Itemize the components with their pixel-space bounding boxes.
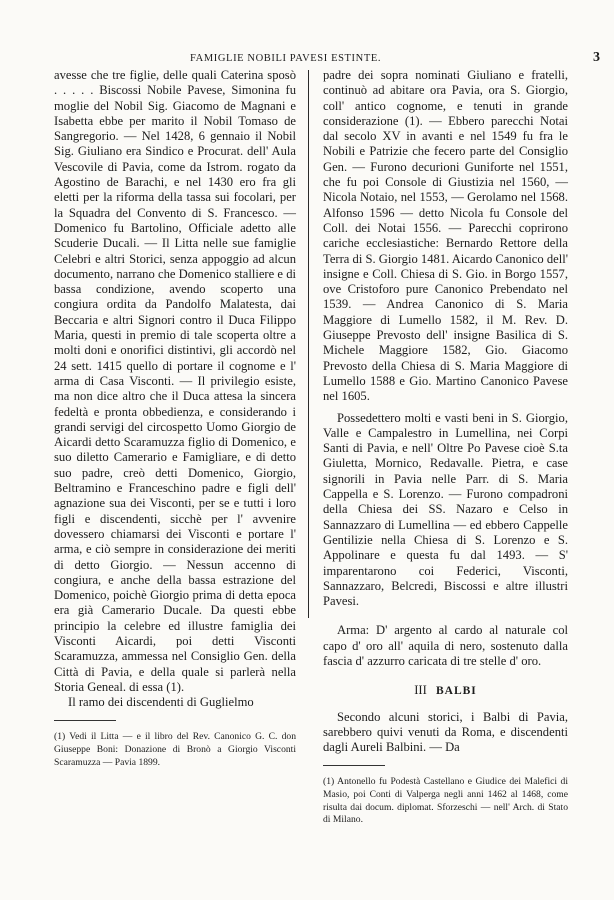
page-number: 3: [593, 50, 600, 65]
section-number: III: [414, 683, 427, 698]
left-footnote: (1) Vedi il Litta — e il libro del Rev. Canonico G. C. don Giuseppe Boni: Donazione di Bronò a Giorgio Visconti Scaramuzza — Pavia 1899.: [54, 731, 296, 768]
right-column: [323, 68, 568, 827]
footnote-rule: [54, 720, 116, 721]
coat-of-arms-description: Arma: D' argento al cardo al naturale col capo d' oro all' aquila di nero, sostenuto dalla fascia d' azzurro caricata di tre stelle d' oro.: [323, 623, 568, 668]
right-paragraph-1: padre dei sopra nominati Giuliano e fratelli, continuò ad abitare ora Pavia, ora S. Giorgio, coll' antico cognome, e tenuti in grande considerazione (1). — Ebbero parecchi Notai dal secolo XV in avanti e nel 1549 fu fra le Nobili e Patrizie che fecero parte del Consiglio Gen. — Furono decurioni Guniforte nel 1551, che fu poi Console di Giustizia nel 1560, — Nicola Notaio, nel 1553, — Gerolamo nel 1568. Alfonso 1596 — detto Nicola fu Console del Coll. dei Notai 1556. — Parecchi coprirono cariche ecclesiastiche: Bernardo Rettore della Terra di S. Giorgio 1481. Aicardo Canonico dell' insigne e Coll. Chiesa di S. Gio. in Borgo 1557, ove Cristoforo pure Canonico Prebendato nel 1539. — Andrea Canonico di S. Maria Maggiore di Lumello 1582, il M. Rev. D. Giuseppe Prevosto dell' insigne Basilica di S. Michele Maggiore 1582, Gio. Giacomo Prevosto della Chiesa di S. Maria Maggiore di Lumello 1588 e Gio. Martino Canonico Pavese nel 1605.: [323, 68, 568, 404]
left-paragraph-1: avesse che tre figlie, delle quali Caterina sposò . . . . . Biscossi Nobile Pavese, Simonina fu moglie del Nobil Sig. Giacomo de Magnani e Isabetta ebbe per marito il Nobil Tomaso de Sangregorio. — Nel 1428, 6 gennaio il Nobil Sig. Giuliano era Sindico e Procurat. dell' Aula Vescovile di Pavia, come da Istrom. rogato da Agostino de Barachi, e nel 1430 ero fra gli eletti per la riforma della tassa sui focolari, per la Squadra del Convento di S. Francesco. — Domenico fu Bartolino, Officiale adetto alle Scuderie Ducali. — Il Litta nelle sue famiglie Celebri e altri Storici, senza appoggio ad alcun documento, narrano che Domenico stalliere e di bassa condizione, avendo scoperto una congiura ordita da Pandolfo Malatesta, dai Beccaria e altri Signori contro il Duca Filippo Maria, questi in premio di tale scoperta oltre a molti doni e onorifici distintivi, gli accordò nel 24 sett. 1415 quello di portare il cognome e l' arma di Casa Visconti. — Il privilegio esiste, ma non dice altro che il Duca attesa la sincera fedeltà e pronta obbedienza, e considerando i grandi servigi del circospetto Uomo Giorgio de Aicardi detto Scaramuzza figlio di Domenico, e suo diletto Camerario e Famigliare, e di detto suo padre, creò detti Domenico, Giorgio, Beltramino e Franceschino padre e figli dell' agnazione sua dei Visconti, per se e tutti i loro figli e discendenti, sicchè per l' avvenire dovessero chiamarsi dei Visconti e portare l' arma, e ciò sempre in considerazione dei meriti di detto Giorgio. — Nessun accenno di congiura, e anche della bassa estrazione del Domenico, poichè Giorgio prima di detta epoca era già Camerario Ducale. Da questi ebbe principio la celebre ed illustre famiglia dei Visconti Aicardi, poi detti Visconti Scaramuzza, ammessa nel Consiglio Gen. della Città di Pavia, e della quale si parlerà nella Storia Geneal. di essa (1).: [54, 68, 296, 694]
left-paragraph-2: Il ramo dei discendenti di Guglielmo: [68, 695, 254, 710]
column-divider: [308, 70, 309, 618]
footnote-rule: [323, 765, 385, 766]
section-name: BALBI: [435, 685, 477, 698]
right-footnote: (1) Antonello fu Podestà Castellano e Giudice dei Malefici di Masio, poi Conti di Valperga negli anni 1462 al 1468, come risulta dai docum. diplomat. Sforzeschi — nell' Arch. di Stato di Milano.: [323, 776, 568, 826]
running-head: [40, 50, 600, 67]
right-paragraph-3: Secondo alcuni storici, i Balbi di Pavia, sarebbero quivi venuti da Roma, e discendenti dagli Aureli Balbini. — Da: [323, 709, 568, 755]
running-title: FAMIGLIE NOBILI PAVESI ESTINTE.: [190, 53, 382, 64]
right-paragraph-2: Possedettero molti e vasti beni in S. Giorgio, Valle e Campalestro in Lumellina, nei Corpi Santi di Pavia, e nell' Oltre Po Pavese cioè S.ta Giuletta, Mornico, Redavalle. Pietra, e case signorili in Pavia nelle Parr. di S. Maria Cappella e S. Lorenzo. — Furono compadroni della Chiesa dei SS. Nazaro e Celso in Sannazzaro di Lumellina — ed ebbero Cappelle Gentilizie nella Chiesa di S. Lorenzo e S. Appolinare e questa fu dal 1493. — S' imparentarono coi Federici, Visconti, Sannazzaro, Belcredi, Biscossi e altre illustri Pavesi.: [323, 410, 568, 609]
left-column: [54, 68, 296, 769]
section-heading: [323, 683, 568, 699]
